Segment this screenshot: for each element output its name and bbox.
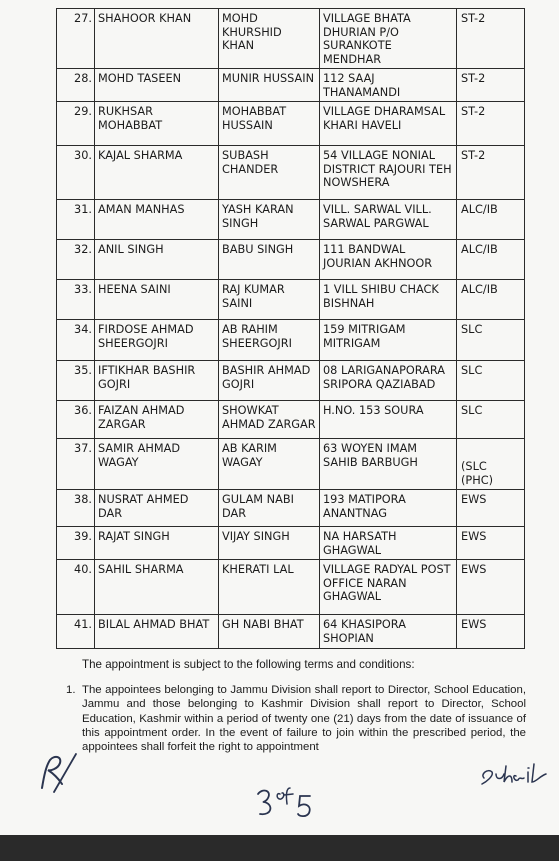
handwritten-signature (478, 756, 550, 790)
father-name: AB KARIM WAGAY (219, 439, 320, 490)
serial-number: 31. (57, 200, 95, 240)
candidate-name: RAJAT SINGH (95, 527, 219, 560)
candidate-address: 193 MATIPORA ANANTNAG (320, 490, 457, 527)
candidate-address: VILL. SARWAL VILL. SARWAL PARGWAL (320, 200, 457, 240)
serial-number: 39. (57, 527, 95, 560)
table-row (57, 200, 525, 240)
serial-number: 29. (57, 102, 95, 146)
category: ALC/IB (457, 280, 525, 320)
candidate-name: BILAL AHMAD BHAT (95, 615, 219, 649)
table-row (57, 9, 525, 69)
father-name: BABU SINGH (219, 240, 320, 280)
category: SLC (457, 401, 525, 439)
candidate-address: 08 LARIGANAPORARA SRIPORA QAZIABAD (320, 361, 457, 401)
candidate-address: 63 WOYEN IMAM SAHIB BARBUGH (320, 439, 457, 490)
candidate-address: 64 KHASIPORA SHOPIAN (320, 615, 457, 649)
serial-number: 27. (57, 9, 95, 69)
father-name: VIJAY SINGH (219, 527, 320, 560)
serial-number: 34. (57, 320, 95, 361)
terms-section (56, 658, 526, 754)
father-name: YASH KARAN SINGH (219, 200, 320, 240)
category: EWS (457, 527, 525, 560)
candidate-name: KAJAL SHARMA (95, 146, 219, 200)
table-row (57, 69, 525, 102)
table-row (57, 490, 525, 527)
candidate-address: 112 SAAJ THANAMANDI (320, 69, 457, 102)
candidate-name: HEENA SAINI (95, 280, 219, 320)
candidate-name: NUSRAT AHMED DAR (95, 490, 219, 527)
category: EWS (457, 490, 525, 527)
candidate-name: SHAHOOR KHAN (95, 9, 219, 69)
candidate-address: VILLAGE BHATA DHURIAN P/O SURANKOTE MENDHAR (320, 9, 457, 69)
table-row (57, 560, 525, 615)
serial-number: 28. (57, 69, 95, 102)
table-row (57, 320, 525, 361)
father-name: RAJ KUMAR SAINI (219, 280, 320, 320)
candidate-name: IFTIKHAR BASHIR GOJRI (95, 361, 219, 401)
table-row (57, 615, 525, 649)
candidate-name: MOHD TASEEN (95, 69, 219, 102)
serial-number: 38. (57, 490, 95, 527)
table-row (57, 102, 525, 146)
handwritten-page-marker (252, 782, 318, 822)
category: EWS (457, 615, 525, 649)
father-name: MUNIR HUSSAIN (219, 69, 320, 102)
appointees-table (56, 8, 525, 649)
father-name: SUBASH CHANDER (219, 146, 320, 200)
serial-number: 37. (57, 439, 95, 490)
term-number: 1. (66, 684, 76, 697)
serial-number: 30. (57, 146, 95, 200)
serial-number: 36. (57, 401, 95, 439)
table-row (57, 280, 525, 320)
terms-heading: The appointment is subject to the following terms and conditions: (82, 658, 415, 671)
serial-number: 32. (57, 240, 95, 280)
category: ST-2 (457, 102, 525, 146)
category: ALC/IB (457, 200, 525, 240)
father-name: MOHABBAT HUSSAIN (219, 102, 320, 146)
category: ST-2 (457, 9, 525, 69)
candidate-address: 111 BANDWAL JOURIAN AKHNOOR (320, 240, 457, 280)
candidate-address: 1 VILL SHIBU CHACK BISHNAH (320, 280, 457, 320)
category: EWS (457, 560, 525, 615)
candidate-name: AMAN MANHAS (95, 200, 219, 240)
candidate-name: ANIL SINGH (95, 240, 219, 280)
table-row (57, 527, 525, 560)
father-name: GULAM NABI DAR (219, 490, 320, 527)
category: ST-2 (457, 146, 525, 200)
father-name: GH NABI BHAT (219, 615, 320, 649)
father-name: MOHD KHURSHID KHAN (219, 9, 320, 69)
table-row (57, 240, 525, 280)
candidate-name: RUKHSAR MOHABBAT (95, 102, 219, 146)
table-row (57, 401, 525, 439)
candidate-name: FAIZAN AHMAD ZARGAR (95, 401, 219, 439)
father-name: SHOWKAT AHMAD ZARGAR (219, 401, 320, 439)
handwritten-margin-mark (36, 748, 80, 796)
table-row (57, 146, 525, 200)
candidate-address: 159 MITRIGAM MITRIGAM (320, 320, 457, 361)
candidate-address: VILLAGE RADYAL POST OFFICE NARAN GHAGWAL (320, 560, 457, 615)
table-row (57, 361, 525, 401)
candidate-address: NA HARSATH GHAGWAL (320, 527, 457, 560)
serial-number: 40. (57, 560, 95, 615)
candidate-name: SAHIL SHARMA (95, 560, 219, 615)
serial-number: 41. (57, 615, 95, 649)
serial-number: 33. (57, 280, 95, 320)
category: (SLC (PHC) (457, 439, 525, 490)
candidate-address: VILLAGE DHARAMSAL KHARI HAVELI (320, 102, 457, 146)
father-name: AB RAHIM SHEERGOJRI (219, 320, 320, 361)
category: ST-2 (457, 69, 525, 102)
serial-number: 35. (57, 361, 95, 401)
category: SLC (457, 361, 525, 401)
table-row (57, 439, 525, 490)
candidate-name: SAMIR AHMAD WAGAY (95, 439, 219, 490)
father-name: KHERATI LAL (219, 560, 320, 615)
bottom-bar (0, 835, 559, 861)
candidate-address: H.NO. 153 SOURA (320, 401, 457, 439)
father-name: BASHIR AHMAD GOJRI (219, 361, 320, 401)
candidate-name: FIRDOSE AHMAD SHEERGOJRI (95, 320, 219, 361)
term-text: The appointees belonging to Jammu Division shall report to Director, School Education, Jammu and those belonging to Kashmir Division shall report to Director, School Education, Kashmir within a period of twenty one (21) days from the date of issuance of this appointment order. In the event of failure to join within the prescribed period, the appointees shall forfeit the right to appointment (82, 684, 526, 754)
category: SLC (457, 320, 525, 361)
term-item (56, 683, 526, 754)
candidate-address: 54 VILLAGE NONIAL DISTRICT RAJOURI TEH NOWSHERA (320, 146, 457, 200)
category: ALC/IB (457, 240, 525, 280)
